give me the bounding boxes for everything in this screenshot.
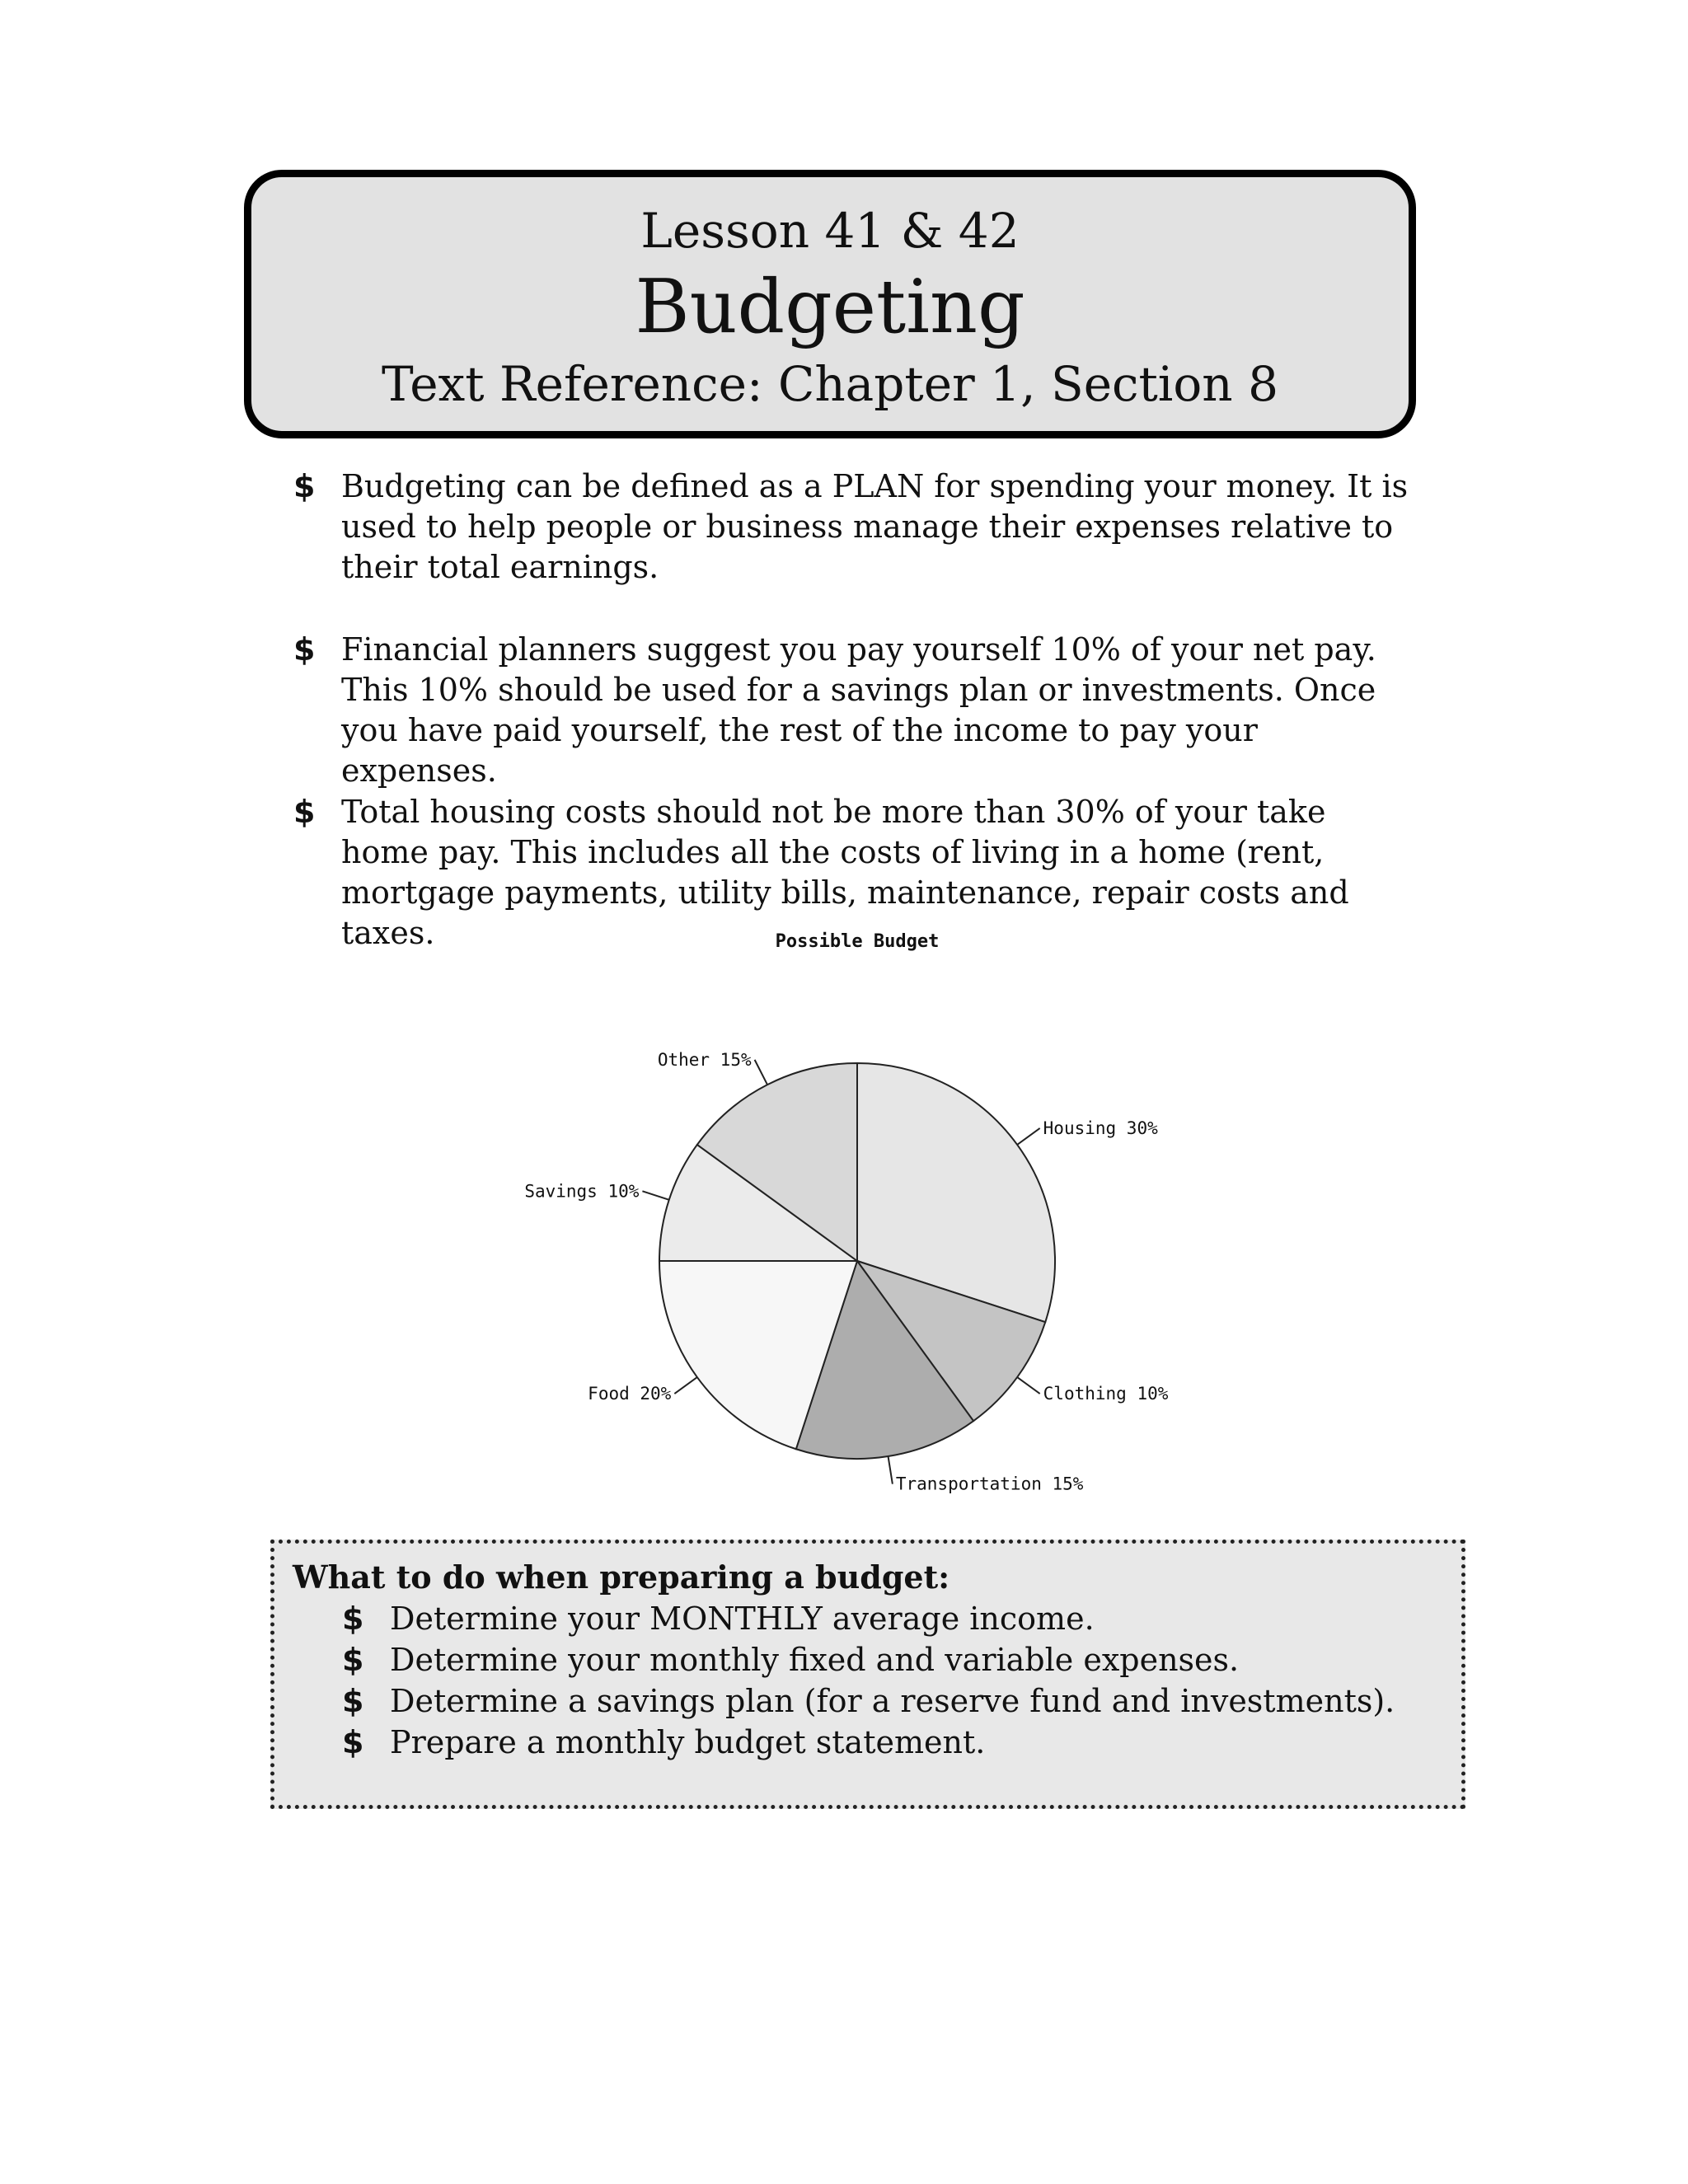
slice-label-other: Other 15%: [657, 1049, 752, 1070]
step-text: Determine your monthly fixed and variable expenses.: [390, 1642, 1240, 1678]
list-item: [342, 1639, 1445, 1680]
dollar-bullet-icon: $: [342, 1601, 364, 1637]
leader-line-transportation: [889, 1456, 893, 1484]
slice-label-housing: Housing 30%: [1043, 1118, 1158, 1138]
leader-line-clothing: [1017, 1377, 1040, 1394]
step-text: Determine a savings plan (for a reserve fund and investments).: [390, 1683, 1395, 1719]
budget-pie-chart: [462, 923, 1203, 1500]
budget-steps-box: [270, 1540, 1465, 1809]
leader-line-other: [755, 1060, 767, 1085]
list-item: [342, 1598, 1445, 1639]
steps-title: What to do when preparing a budget:: [293, 1558, 950, 1596]
pie-chart-svg: [462, 923, 1203, 1500]
steps-list: [342, 1598, 1445, 1763]
slice-label-transportation: Transportation 15%: [895, 1474, 1084, 1494]
chart-title: Possible Budget: [775, 931, 940, 952]
leader-line-housing: [1017, 1128, 1040, 1145]
dollar-bullet-icon: $: [293, 468, 316, 504]
bullet-text: Budgeting can be defined as a PLAN for spending your money. It is used to help people or business manage their expenses relative to their total earnings.: [341, 468, 1409, 585]
slice-label-food: Food 20%: [588, 1384, 672, 1404]
dollar-bullet-icon: $: [342, 1724, 364, 1760]
dollar-bullet-icon: $: [342, 1683, 364, 1719]
list-item: [342, 1722, 1445, 1763]
step-text: Determine your MONTHLY average income.: [390, 1601, 1095, 1637]
page-title: Budgeting: [635, 264, 1025, 350]
slice-label-clothing: Clothing 10%: [1043, 1384, 1169, 1404]
text-reference: Text Reference: Chapter 1, Section 8: [382, 356, 1278, 412]
lesson-number: Lesson 41 & 42: [640, 203, 1020, 259]
slice-label-savings: Savings 10%: [524, 1181, 640, 1202]
list-item: [342, 1680, 1445, 1722]
leader-line-food: [674, 1377, 697, 1394]
dollar-bullet-icon: $: [293, 794, 316, 830]
dollar-bullet-icon: $: [342, 1642, 364, 1678]
dollar-bullet-icon: $: [293, 631, 316, 668]
step-text: Prepare a monthly budget statement.: [390, 1724, 986, 1760]
bullet-text: Total housing costs should not be more than 30% of your take home pay. This includes all the costs of living in a home (rent, mortgage payments, utility bills, maintenance, repair costs and taxes.: [341, 794, 1349, 951]
lesson-header-box: [244, 170, 1416, 438]
bullet-text: Financial planners suggest you pay yourself 10% of your net pay. This 10% should be used for a savings plan or investments. Once you have paid yourself, the rest of the income to pay your expenses.: [341, 631, 1376, 789]
leader-line-savings: [642, 1191, 668, 1200]
